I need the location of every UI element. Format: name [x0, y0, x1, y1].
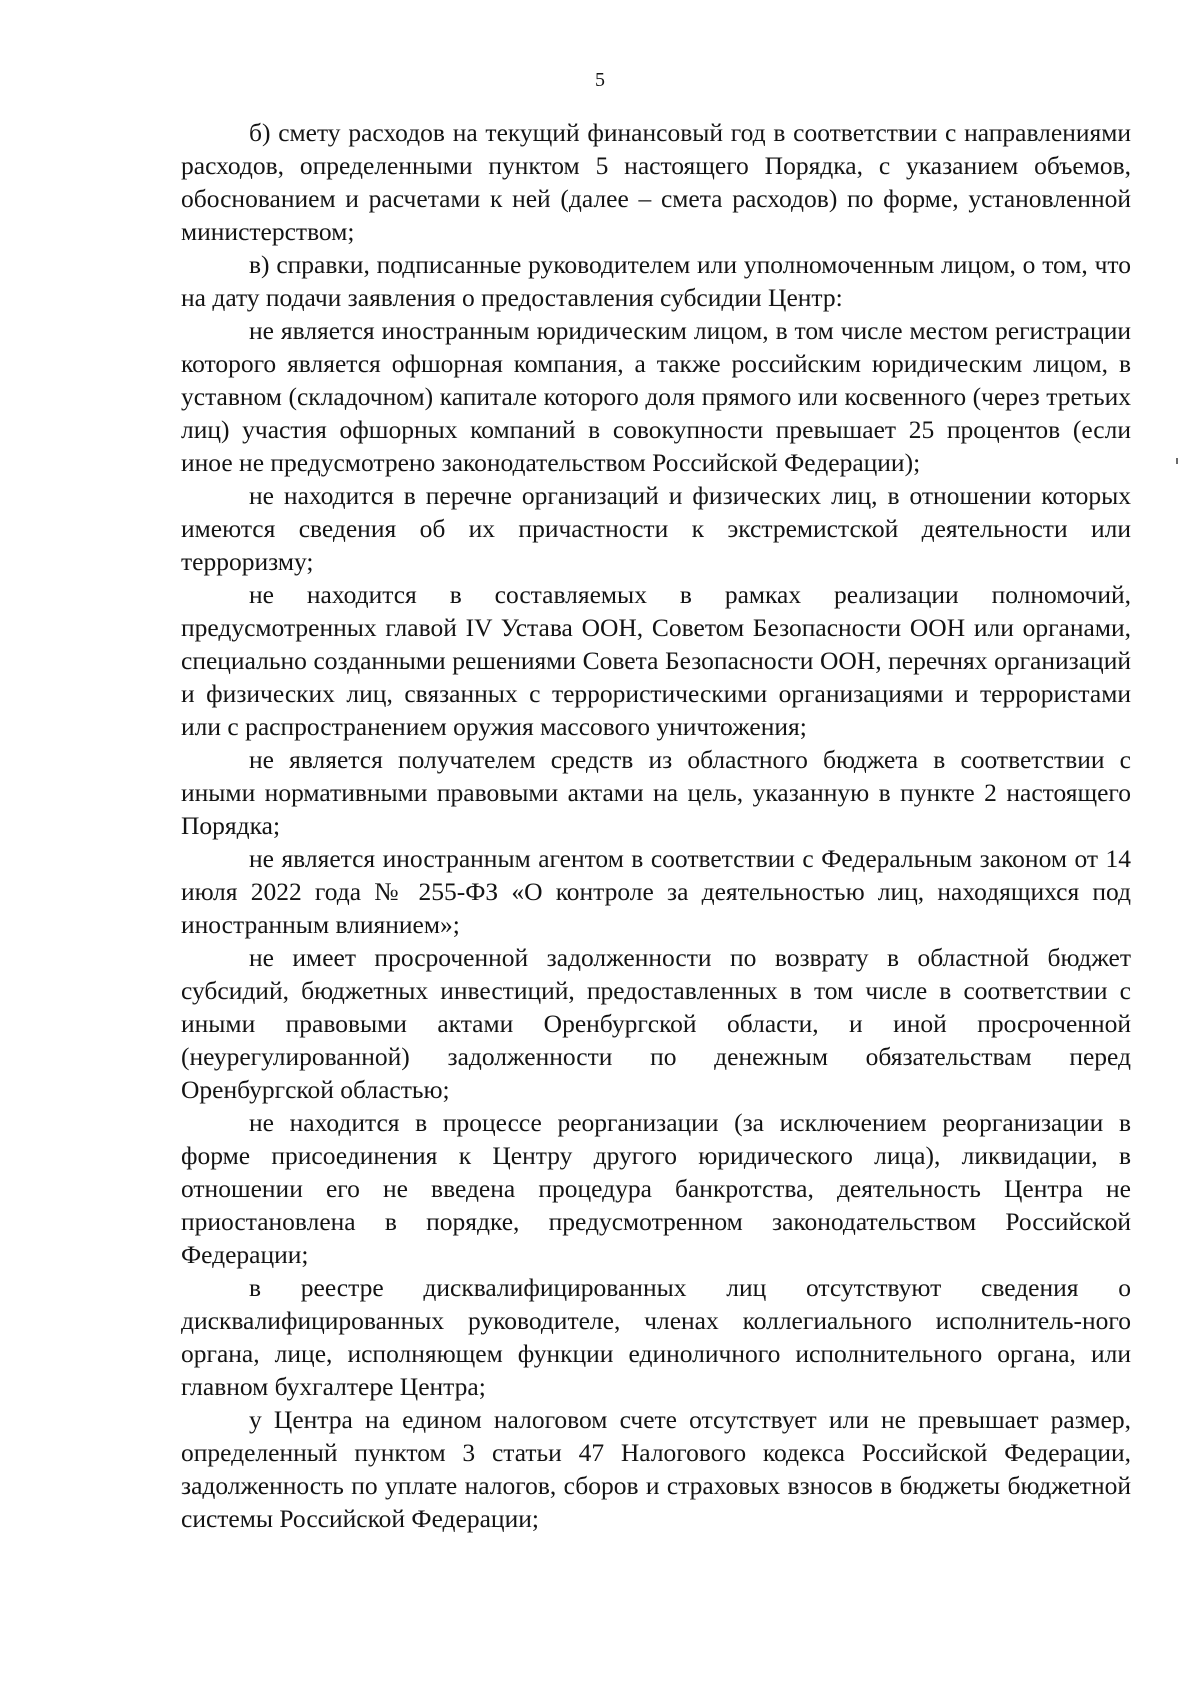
paragraph-v-certificates: в) справки, подписанные руководителем или уполномоченным лицом, о том, что на дату подачи заявления о предоставления субсидии Центр: — [181, 250, 1131, 312]
paragraph-not-un-lists: не находится в составляемых в рамках реализации полномочий, предусмотренных главой IV Устава ООН, Советом Безопасности ООН или органами, специально созданными решениями Совета Безопасности ООН, перечнях организаций и физических лиц, связанных с террористическими организациями и террористами или с распространением оружия массового уничтожения; — [181, 580, 1131, 741]
paragraph-no-overdue-debt: не имеет просроченной задолженности по возврату в областной бюджет субсидий, бюджетных инвестиций, предоставленных в том числе в соответствии с иными правовыми актами Оренбургской области, и иной просроченной (неурегулированной) задолженности по денежным обязательствам перед Оренбургской областью; — [181, 943, 1131, 1104]
paragraph-not-foreign-agent: не является иностранным агентом в соответствии с Федеральным законом от 14 июля 2022 года № 255-ФЗ «О контроле за деятельностью лиц, находящихся под иностранным влиянием»; — [181, 844, 1131, 939]
paragraph-b-cost-estimate: б) смету расходов на текущий финансовый год в соответствии с направлениями расходов, определенными пунктом 5 настоящего Порядка, с указанием объемов, обоснованием и расчетами к ней (далее – смета расходов) по форме, установленной министерством; — [181, 118, 1131, 246]
scan-artifact — [1176, 458, 1178, 464]
document-body — [181, 116, 1131, 1535]
paragraph-not-foreign-entity: не является иностранным юридическим лицом, в том числе местом регистрации которого является офшорная компания, а также российским юридическим лицом, в уставном (складочном) капитале которого доля прямого или косвенного (через третьих лиц) участия офшорных компаний в совокупности превышает 25 процентов (если иное не предусмотрено законодательством Российской Федерации); — [181, 316, 1131, 477]
paragraph-not-other-funds: не является получателем средств из областного бюджета в соответствии с иными нормативными правовыми актами на цель, указанную в пункте 2 настоящего Порядка; — [181, 745, 1131, 840]
paragraph-not-extremist-list: не находится в перечне организаций и физических лиц, в отношении которых имеются сведения об их причастности к экстремистской деятельности или терроризму; — [181, 481, 1131, 576]
paragraph-tax-account: у Центра на едином налоговом счете отсутствует или не превышает размер, определенный пунктом 3 статьи 47 Налогового кодекса Российской Федерации, задолженность по уплате налогов, сборов и страховых взносов в бюджеты бюджетной системы Российской Федерации; — [181, 1405, 1131, 1533]
paragraph-disqualified-register: в реестре дисквалифицированных лиц отсутствуют сведения о дисквалифицированных руководителе, членах коллегиального исполнитель-ного органа, лице, исполняющем функции единоличного исполнительного органа, или главном бухгалтере Центра; — [181, 1273, 1131, 1401]
paragraph-not-reorganization: не находится в процессе реорганизации (за исключением реорганизации в форме присоединения к Центру другого юридического лица), ликвидации, в отношении его не введена процедура банкротства, деятельность Центра не приостановлена в порядке, предусмотренном законодательством Российской Федерации; — [181, 1108, 1131, 1269]
page-number: 5 — [595, 69, 605, 91]
